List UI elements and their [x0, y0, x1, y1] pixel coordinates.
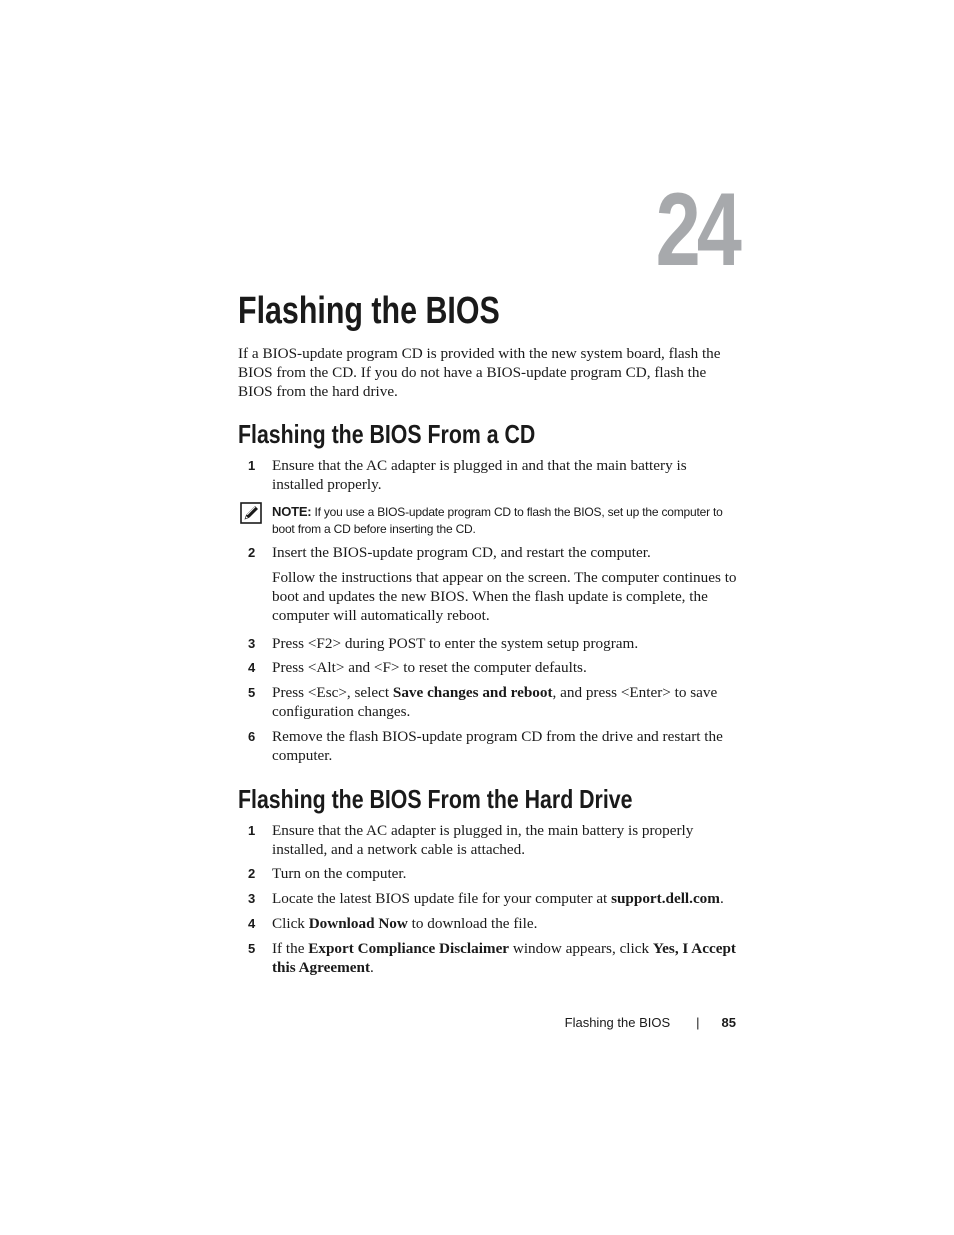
step-number: 1: [248, 458, 256, 473]
section-title-cd: Flashing the BIOS From a CD: [238, 419, 536, 449]
cd-step-2-detail: Follow the instructions that appear on the screen. The computer continues to boot and updates the new BIOS. When the flash update is complete, the computer will automatically reboot.: [272, 569, 737, 624]
ui-term: Yes, I Accept this Agreement: [272, 940, 736, 976]
step-text: Ensure that the AC adapter is plugged in, the main battery is properly installed, and a network cable is attached.: [272, 822, 694, 858]
step-number: 3: [248, 891, 256, 906]
chapter-title: Flashing the BIOS: [238, 290, 500, 332]
step-text: Press <Esc>, select Save changes and reboot, and press <Enter> to save configuration changes.: [272, 684, 718, 720]
cd-step-4: [248, 658, 738, 677]
cd-step-5: [248, 683, 738, 721]
step-number: 2: [248, 545, 256, 560]
ui-term: Export Compliance Disclaimer: [308, 940, 510, 957]
step-number: 6: [248, 729, 256, 744]
hd-step-1: [248, 821, 738, 859]
note-text: If you use a BIOS-update program CD to flash the BIOS, set up the computer to boot from a CD before inserting the CD.: [272, 505, 723, 536]
step-number: 2: [248, 866, 256, 881]
footer-separator: |: [696, 1015, 700, 1030]
cd-step-3: [248, 634, 738, 653]
hd-step-3: [248, 889, 738, 908]
footer-section-name: Flashing the BIOS: [564, 1015, 671, 1030]
step-text: Insert the BIOS-update program CD, and restart the computer.: [272, 544, 651, 561]
hd-step-5: [248, 939, 738, 977]
step-text: Press <Alt> and <F> to reset the computer defaults.: [272, 659, 587, 676]
step-text: Ensure that the AC adapter is plugged in and that the main battery is installed properly.: [272, 457, 687, 493]
step-number: 4: [248, 660, 256, 675]
cd-step-2: [248, 543, 738, 562]
cd-step-6: [248, 727, 738, 765]
chapter-number: 24: [655, 172, 738, 288]
page-number: 85: [721, 1015, 736, 1030]
step-number: 5: [248, 941, 256, 956]
note-label: NOTE:: [272, 504, 312, 519]
page-footer: [500, 1014, 736, 1032]
hd-step-4: [248, 914, 738, 933]
ui-term: Save changes and reboot: [392, 684, 553, 701]
ui-term: Download Now: [308, 915, 408, 932]
step-number: 4: [248, 916, 256, 931]
hd-step-2: [248, 864, 738, 883]
step-number: 5: [248, 685, 256, 700]
step-text: Click Download Now to download the file.: [272, 915, 538, 932]
step-text: Press <F2> during POST to enter the system setup program.: [272, 635, 639, 652]
step-text: If the Export Compliance Disclaimer window appears, click Yes, I Accept this Agreement.: [272, 940, 736, 976]
step-number: 1: [248, 823, 256, 838]
support-link-text: support.dell.com: [611, 890, 720, 907]
chapter-intro: If a BIOS-update program CD is provided with the new system board, flash the BIOS from the CD. If you do not have a BIOS-update program CD, flash the BIOS from the hard drive.: [238, 345, 721, 400]
step-text: Remove the flash BIOS-update program CD from the drive and restart the computer.: [272, 728, 723, 764]
cd-step-1: [248, 456, 738, 494]
step-text: Locate the latest BIOS update file for your computer at support.dell.com.: [272, 890, 724, 907]
step-number: 3: [248, 636, 256, 651]
pencil-note-icon: [240, 502, 262, 524]
note-box: [272, 503, 742, 538]
section-title-hard-drive: Flashing the BIOS From the Hard Drive: [238, 784, 633, 814]
step-text: Turn on the computer.: [272, 865, 407, 882]
